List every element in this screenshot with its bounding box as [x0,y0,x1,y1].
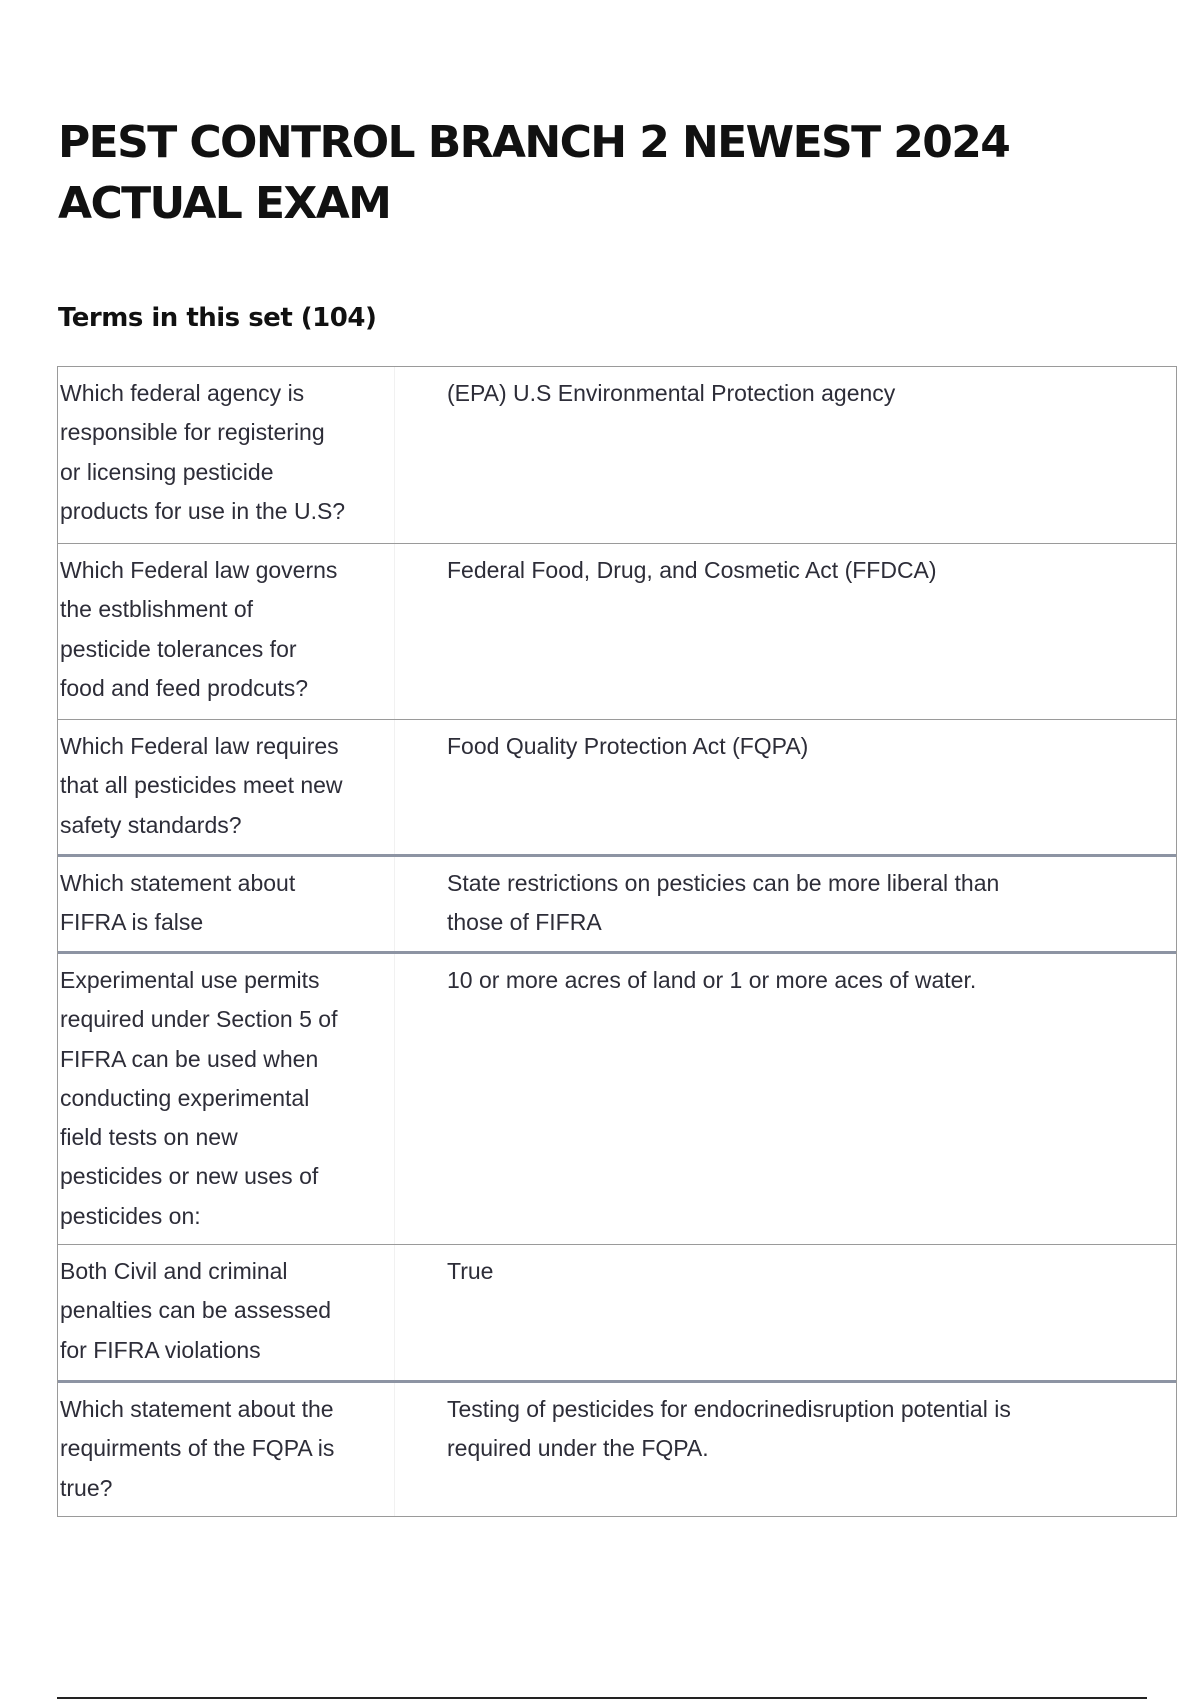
set-heading: Terms in this set (104) [58,303,377,333]
definition-cell: Testing of pesticides for endocrinedisruption potential is required under the FQPA. [447,1396,1011,1462]
definition-cell: 10 or more acres of land or 1 or more aces of water. [447,967,977,993]
term-cell: Which Federal law requires that all pesticides meet new safety standards? [58,720,395,854]
table-row [58,854,1176,951]
definition-cell: Federal Food, Drug, and Cosmetic Act (FFDCA) [447,557,937,583]
table-row [58,1380,1176,1516]
table-row [58,1244,1176,1380]
definition-cell: True [447,1258,494,1284]
term-cell: Experimental use permits required under Section 5 of FIFRA can be used when conducting experimental field tests on new pesticides or new uses of pesticides on: [58,954,395,1244]
table-row [58,543,1176,719]
page-title: PEST CONTROL BRANCH 2 NEWEST 2024 ACTUAL EXAM [58,117,1010,229]
table-row [58,367,1176,543]
terms-table [57,366,1177,1517]
term-cell: Which statement about the requirments of the FQPA is true? [58,1383,395,1516]
definition-cell: State restrictions on pesticies can be more liberal than those of FIFRA [447,870,1000,936]
table-row [58,719,1176,854]
term-cell: Both Civil and criminal penalties can be assessed for FIFRA violations [58,1245,395,1380]
definition-cell: (EPA) U.S Environmental Protection agency [447,380,896,406]
term-cell: Which Federal law governs the estblishment of pesticide tolerances for food and feed prodcuts? [58,544,395,719]
definition-cell: Food Quality Protection Act (FQPA) [447,733,809,759]
footer-divider [57,1697,1147,1699]
term-cell: Which statement about FIFRA is false [58,857,395,951]
table-row [58,951,1176,1244]
term-cell: Which federal agency is responsible for registering or licensing pesticide products for use in the U.S? [58,367,395,543]
